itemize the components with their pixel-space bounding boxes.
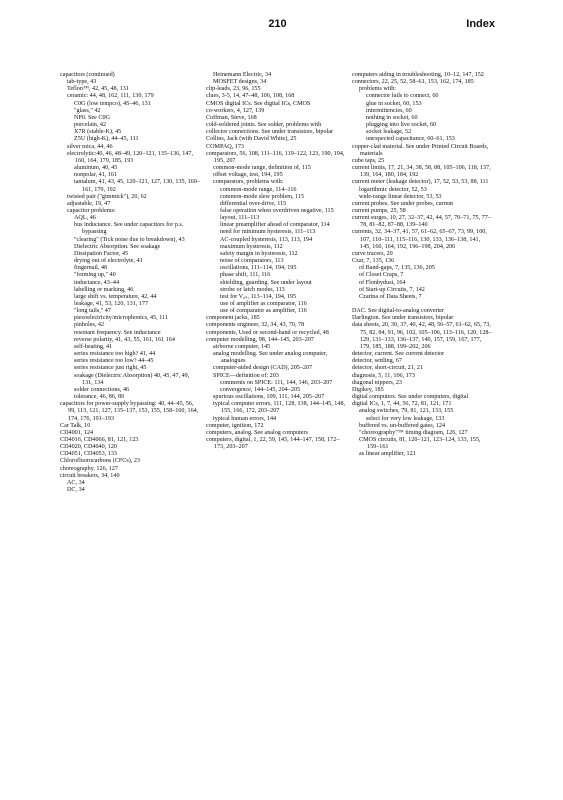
index-entry: "clearing" (Tick noise due to breakdown), 43 — [74, 236, 185, 243]
index-entry: of Start-up Circuits, 7, 142 — [359, 286, 425, 293]
index-entry: shielding, guarding. See under layout — [220, 279, 312, 286]
index-column-2 — [206, 72, 346, 451]
index-entry: plugging into live socket, 60 — [366, 122, 437, 129]
index-entry: current probes. See under probes, current — [352, 200, 454, 207]
index-entry: collector connections. See under transistors, bipolar — [206, 129, 334, 136]
index-entry: problems with: — [359, 86, 397, 93]
index-entry: analog modelling. See under analog computer, analogues — [213, 351, 328, 365]
index-entry: computer modelling, 98, 144–145, 203–207 — [206, 336, 314, 343]
index-entry: Z5U (high-K), 44–45, 111 — [74, 136, 139, 143]
index-entry: strobe or latch modes, 113 — [220, 286, 285, 293]
index-entry: cold-soldered joints. See solder, problems with — [206, 122, 322, 129]
index-entry: Dielectric Absorption. See soakage — [74, 243, 161, 250]
index-entry: piezoelectricity/microphonics, 45, 111 — [74, 315, 169, 322]
index-entry: pinholes, 42 — [74, 322, 105, 329]
index-entry: Dissipation Factor, 45 — [74, 250, 129, 257]
index-entry: Car Talk, 10 — [60, 422, 91, 429]
index-entry: connectors, 22, 25, 52, 58–61, 153, 162, 174, 185 — [352, 79, 474, 86]
index-entry: common-mode range, definition of, 115 — [213, 165, 311, 172]
index-entry: Collins, Jack (with David White), 25 — [206, 136, 297, 143]
index-entry: twisted pair ("gimmick"), 20, 62 — [67, 193, 147, 200]
section-title: Index — [466, 18, 495, 30]
index-entry: curve tracers, 20 — [352, 250, 393, 257]
index-entry: self-heating, 41 — [74, 343, 113, 350]
index-entry: ceramic: 44, 48, 162, 111, 130, 179 — [67, 93, 154, 100]
index-entry: labelling or marking, 46 — [74, 286, 134, 293]
index-entry: "glass," 42 — [74, 107, 101, 114]
index-entry: airborne computer, 145 — [213, 343, 271, 350]
index-entry: resonant frequency. See inductance — [74, 329, 161, 336]
index-entry — [352, 301, 492, 308]
index-entry: current pumps, 25, 58 — [352, 207, 406, 214]
index-entry: data sheets, 20, 30, 37, 40, 42, 48, 56–57, 61–62, 65, 73, 75, 82, 84, 91, 96, 102, 105–106, 113–116, 120, 128–129, 131–133, 136–137, 140, 157, 159, 167, 177, 179, 185, 188, 199–202, 206 — [352, 322, 492, 350]
index-entry: DC, 34 — [67, 487, 85, 494]
index-entry: tolerance, 46, 86, 89 — [74, 394, 125, 401]
index-entry: copper-clad material. See under Printed Circuit Boards, materials — [352, 143, 489, 157]
index-entry: computers aiding in troubleshooting, 10–12, 147, 152 — [352, 72, 484, 78]
index-column-3 — [352, 72, 492, 458]
index-entry: use of amplifier as comparator, 116 — [220, 301, 307, 307]
index-entry: computers, digital, 1, 22, 59, 145, 144–147, 158, 172–173, 203–207 — [206, 436, 340, 451]
index-entry: comments on SPICE: 111, 144, 146, 203–207 — [220, 379, 333, 386]
index-entry: intermittencies, 60 — [366, 107, 412, 114]
index-entry: as linear amplifier, 121 — [359, 451, 416, 458]
index-column-1 — [60, 72, 200, 494]
index-entry: common-mode range, 114–116 — [220, 186, 297, 193]
index-entry: Heinemann Electric, 34 — [213, 72, 272, 78]
index-entry: Coffman, Steve, 168 — [206, 114, 257, 121]
index-entry: electrolytic:40, 46, 48–49, 120–121, 135–136, 147, 160, 164, 179, 185, 193 — [67, 150, 194, 164]
index-entry: need for minimum hysteresis, 111–113 — [220, 229, 316, 236]
index-entry: computer-aided design (CAD), 205–207 — [213, 365, 313, 372]
index-entry: CMOS digital ICs. See digital ICs, CMOS — [206, 100, 311, 107]
index-entry: AC, 34 — [67, 479, 85, 486]
index-entry: DAC. See digital-to-analog converter — [352, 308, 445, 315]
index-entry: capacitor problems: — [67, 207, 116, 214]
index-entry: digital computers. See under computers, digital — [352, 394, 469, 401]
index-entry: phase shift, 111, 116 — [220, 272, 271, 279]
index-entry: detector, short-circuit, 21, 21 — [352, 365, 424, 372]
page-number: 210 — [268, 18, 287, 30]
index-entry: comparators, 56, 108, 111–116, 119–122, 123, 190, 194, 195, 207 — [206, 150, 345, 164]
index-entry: NP0. See C0G — [74, 114, 110, 121]
index-entry: silver mica, 44, 46 — [67, 143, 113, 150]
index-entry: components, Used or second-hand or recycled, 48 — [206, 329, 329, 336]
index-entry: series resistance just right, 45 — [74, 365, 147, 372]
index-entry: test for V₀ₛ, 113–114, 194, 195 — [220, 293, 297, 300]
index-entry: differential over-drive, 115 — [220, 200, 287, 207]
index-entry: current surges, 10, 27, 32–37, 42, 44, 57, 70–71, 75, 77–78, 81–82, 87–88, 139–140 — [352, 215, 491, 229]
index-entry: series resistance too low? 44–45 — [74, 358, 154, 365]
index-entry: logarithmic detector, 52, 53 — [359, 186, 427, 193]
index-entry: spurious oscillations, 109, 111, 144, 205–207 — [213, 394, 325, 401]
index-entry: soakage (Dielectric Absorption) 40, 45, 47, 49, 131, 134 — [74, 372, 190, 386]
index-entry: "long tails," 47 — [74, 308, 111, 315]
index-entry: tantalum, 41, 43, 45, 120–121, 127, 130, 135, 160–161, 179, 192 — [74, 179, 200, 193]
index-entry: CD4020, CD4040, 120 — [60, 444, 117, 451]
index-entry: co-workers, 4, 127, 139 — [206, 107, 265, 114]
index-entry: MOSFET designs, 34 — [213, 79, 267, 86]
index-entry: X7R (stable-K), 45 — [74, 129, 122, 136]
index-entry: maximum hysteresis, 112 — [220, 243, 283, 250]
index-entry: Darlington. See under transistors, bipolar — [352, 315, 454, 322]
index-entry: of Closet Craps, 7 — [359, 272, 404, 279]
index-entry: bus inductance. See under capacitors for p.s. bypassing — [74, 222, 184, 236]
index-entry: "forming up," 40 — [74, 272, 116, 279]
index-entry: AC-coupled hysteresis, 113, 113, 194 — [220, 236, 313, 243]
index-entry: component jacks, 185 — [206, 315, 260, 322]
index-entry: capacitors for power-supply bypassing: 40, 44–45, 56, 99, 113, 121, 127, 135–137, 153, 155, 158–160, 164, 174, 176, 191–193 — [60, 401, 199, 422]
index-entry: detector, current. See current detector — [352, 351, 445, 358]
index-entry: Digikey, 185 — [352, 386, 384, 393]
index-entry: unexpected capacitance, 60–61, 153 — [366, 136, 455, 143]
index-entry: AQL, 46 — [74, 215, 96, 222]
index-entry: Teflon™, 42, 45, 48, 131 — [67, 86, 129, 93]
index-entry: safety margin in hysteresis, 112 — [220, 250, 298, 257]
index-entry: CD4001, 124 — [60, 429, 94, 436]
index-entry: choreography, 126, 127 — [60, 465, 118, 472]
index-entry: common-mode slew problem, 115 — [220, 193, 305, 200]
index-entry: reverse polarity, 41, 43, 55, 161, 161 164 — [74, 336, 175, 343]
index-entry: currents, 32, 34–37, 41, 57, 61–62, 65–67, 73, 99, 100, 107, 110–111, 115–116, 130, 133, 136–138, 141, 145, 160, 164, 192, 196–198, 204, 206 — [352, 229, 487, 250]
index-entry: adjustable, 19, 47 — [67, 200, 111, 207]
index-entry: socket leakage, 52 — [366, 129, 412, 136]
index-entry: drying out of electrolyte, 41 — [74, 258, 143, 265]
index-entry: inductance, 43–44 — [74, 279, 120, 286]
index-entry: components engineer, 32, 34, 43, 70, 78 — [206, 322, 305, 329]
index-entry: glue in socket, 60, 153 — [366, 100, 422, 107]
index-entry: typical computer errors, 111, 128, 138, 144–145, 148, 155, 166, 172, 203–207 — [213, 401, 346, 415]
index-entry: linear preamplifier ahead of comparator, 114 — [220, 222, 330, 229]
index-columns — [60, 72, 498, 792]
index-entry: C0G (low tempco), 45–46, 131 — [74, 100, 151, 107]
index-entry: connector fails to connect, 60 — [366, 93, 439, 100]
index-entry: tab-type, 43 — [67, 79, 97, 86]
index-entry: solder connections, 46 — [74, 386, 130, 393]
index-entry: nothing in socket, 60 — [366, 114, 418, 121]
index-entry: SPICE—definition of: 203 — [213, 372, 279, 379]
index-entry: of Flonbydust, 164 — [359, 279, 406, 286]
index-entry: clip-leads, 23, 96, 155 — [206, 86, 261, 93]
index-entry: wide-range linear detector, 53, 53 — [359, 193, 442, 200]
index-entry: series resistance too high? 41, 44 — [74, 351, 156, 358]
index-entry: leakage, 41, 53, 120, 131, 177 — [74, 301, 149, 307]
index-entry: select for very low leakage, 133 — [366, 415, 445, 422]
index-entry: diagnosis, 5, 11, 106, 173 — [352, 372, 415, 379]
index-entry: comparators, problems with: — [213, 179, 284, 186]
index-entry: "choreography"™ timing diagram, 126, 127 — [359, 429, 468, 436]
index-entry: oscillations, 111–114, 194, 195 — [220, 265, 297, 272]
index-entry: detector, settling, 67 — [352, 358, 402, 365]
index-entry: current limits, 17, 21, 34, 38, 58, 88, 105–106, 118, 137, 139, 164, 180, 184, 192 — [352, 165, 491, 179]
index-entry: Czar, 7, 135, 136 — [352, 258, 395, 265]
index-entry: nonpolar, 41, 161 — [74, 172, 118, 179]
index-entry: CD4016, CD4066, 81, 121, 123 — [60, 436, 139, 443]
index-entry: computers, analog. See analog computers — [206, 429, 308, 436]
index-entry: diagonal nippers, 23 — [352, 379, 402, 386]
index-entry: fingernail, 48 — [74, 265, 108, 272]
index-entry: layout, 111–113 — [220, 215, 260, 222]
index-entry: computer, ignition, 172 — [206, 422, 264, 429]
index-entry: porcelain, 42 — [74, 122, 107, 129]
index-entry: circuit breakers, 34, 140 — [60, 472, 120, 479]
index-entry: cube taps, 25 — [352, 157, 385, 164]
index-entry: digital ICs, 1, 7, 44, 56, 72, 81, 121, 171 — [352, 401, 452, 408]
index-entry: current meter (leakage detector), 17, 52, 53, 53, 88, 111 — [352, 179, 489, 186]
index-entry: CMOS circuits, 81, 120–121, 123–124, 133, 155, 159–161 — [359, 436, 481, 451]
index-entry: aluminum, 40, 45 — [74, 165, 118, 172]
index-entry: Czarina of Data Sheets, 7 — [359, 293, 422, 300]
index-entry: large shift vs. temperature, 42, 44 — [74, 293, 157, 300]
index-entry: analog switches, 79, 81, 121, 133, 155 — [359, 408, 454, 415]
index-entry: capacitors (continued) — [60, 72, 115, 78]
index-entry: COMPAQ, 173 — [206, 143, 244, 150]
index-entry: Chlorofluorocarbons (CFCs), 23 — [60, 458, 140, 465]
index-entry: convergence, 144–145, 204–205 — [220, 386, 301, 393]
index-entry: buffered vs. un-buffered gates, 124 — [359, 422, 446, 429]
index-entry: use of comparator as amplifier, 116 — [220, 308, 307, 315]
page-header — [60, 18, 495, 34]
index-entry: typical human errors, 144 — [213, 415, 277, 422]
index-entry: of Band-gaps, 7, 135, 136, 205 — [359, 265, 435, 272]
index-entry: offset voltage, test, 194, 195 — [213, 172, 283, 179]
index-entry: noise of comparators, 113 — [220, 258, 284, 265]
index-entry: false operation when overdriven negative, 115 — [220, 207, 334, 214]
index-entry: clues, 3-5, 14, 47–48, 106, 108, 168 — [206, 93, 295, 100]
index-entry: CD4051, CD4053, 133 — [60, 451, 117, 458]
